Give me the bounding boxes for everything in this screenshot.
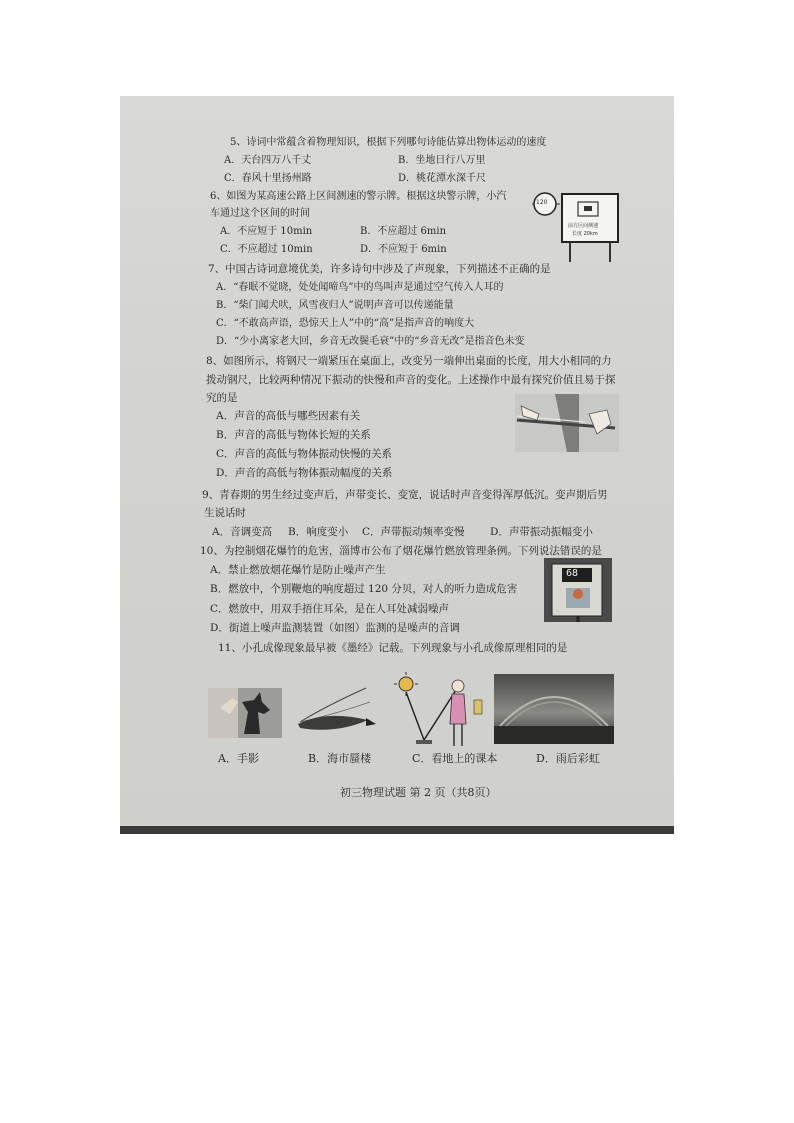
q6-stem-line2: 车通过这个区间的时间	[210, 208, 310, 219]
rainbow-figure	[494, 674, 614, 744]
q10-option-a: A．禁止燃放烟花爆竹是防止噪声产生	[210, 564, 386, 576]
q6-option-b: B．不应超过 6min	[360, 226, 447, 237]
q10-option-d: D．街道上噪声监测装置（如图）监测的是噪声的音调	[210, 622, 460, 634]
steel-ruler-figure	[515, 394, 619, 452]
q7-option-a: A．“春眠不觉晓，处处闻啼鸟”中的鸟叫声是通过空气传入人耳的	[216, 282, 504, 293]
q5-option-b: B．坐地日行八万里	[398, 155, 486, 166]
reading-book-figure	[390, 670, 486, 754]
q9-option-a: A．音调变高	[212, 526, 273, 538]
q11-option-b: B．海市蜃楼	[308, 752, 372, 765]
q8-option-d: D．声音的高低与物体振动幅度的关系	[216, 467, 393, 479]
q8-stem-line1: 8、如图所示，将钢尺一端紧压在桌面上，改变另一端伸出桌面的长度，用大小相同的力	[206, 355, 612, 367]
q8-stem-line2: 拨动钢尺，比较两种情况下振动的快慢和声音的变化。上述操作中最有探究价值且易于探	[206, 374, 616, 386]
q11-stem: 11、小孔成像现象最早被《墨经》记载。下列现象与小孔成像原理相同的是	[218, 642, 568, 654]
q10-option-b: B．燃放中，个别鞭炮的响度超过 120 分贝，对人的听力造成危害	[210, 583, 518, 595]
q11-option-d: D．雨后彩虹	[536, 752, 600, 765]
q5-option-a: A．天台四万八千丈	[224, 155, 312, 166]
q7-option-b: B．“柴门闻犬吠，风雪夜归人”说明声音可以传递能量	[216, 300, 454, 311]
q8-stem-line3: 究的是	[206, 392, 238, 404]
q10-option-c: C．燃放中，用双手捂住耳朵，是在人耳处减弱噪声	[210, 603, 450, 615]
q7-stem: 7、中国古诗词意境优美，许多诗句中涉及了声现象，下列描述不正确的是	[208, 263, 551, 275]
q8-option-a: A．声音的高低与哪些因素有关	[216, 410, 361, 422]
q5-stem: 5、诗词中常蕴含着物理知识，根据下列哪句诗能估算出物体运动的速度	[230, 137, 547, 148]
q8-option-b: B．声音的高低与物体长短的关系	[216, 429, 371, 441]
sign-text-line1: 前方区间测速	[568, 223, 599, 229]
mirage-figure	[296, 684, 376, 736]
q6-option-a: A．不应短于 10min	[220, 226, 313, 237]
q6-option-c: C．不应超过 10min	[220, 244, 313, 255]
q7-option-c: C．“不敢高声语，恐惊天上人”中的“高”是指声音的响度大	[216, 318, 475, 329]
q6-option-d: D．不应短于 6min	[360, 244, 447, 255]
exam-page	[120, 96, 674, 834]
q9-option-c: C．声带振动频率变慢	[362, 526, 465, 538]
q5-option-c: C．春风十里扬州路	[224, 173, 312, 184]
q11-option-a: A．手影	[218, 752, 259, 765]
speed-zone-sign-figure	[532, 192, 622, 262]
hand-shadow-figure	[208, 688, 282, 738]
q5-option-d: D．桃花潭水深千尺	[398, 173, 487, 184]
q6-stem-line1: 6、如图为某高速公路上区间测速的警示牌。根据这块警示牌，小汽	[210, 191, 507, 202]
q9-stem-line2: 生说话时	[204, 507, 246, 519]
q8-option-c: C．声音的高低与物体振动快慢的关系	[216, 448, 393, 460]
sign-text-line2: 长度 20km	[572, 231, 598, 237]
speed-limit-label: 120	[536, 199, 548, 206]
q9-option-d: D．声带振动振幅变小	[490, 526, 593, 538]
q10-stem: 10、为控制烟花爆竹的危害，淄博市公布了烟花爆竹燃放管理条例。下列说法错误的是	[200, 545, 602, 557]
q9-option-b: B．响度变小	[288, 526, 349, 538]
q11-option-c: C．看地上的课本	[412, 752, 498, 765]
page-footer: 初三物理试题 第 2 页（共8页）	[340, 786, 497, 799]
q9-stem-line1: 9、青春期的男生经过变声后，声带变长、变宽，说话时声音变得浑厚低沉。变声期后男	[202, 489, 608, 501]
noise-monitor-figure	[544, 558, 612, 622]
q7-option-d: D．“少小离家老大回，乡音无改鬓毛衰”中的“乡音无改”是指音色未变	[216, 336, 525, 347]
decibel-readout: 68	[566, 568, 579, 579]
